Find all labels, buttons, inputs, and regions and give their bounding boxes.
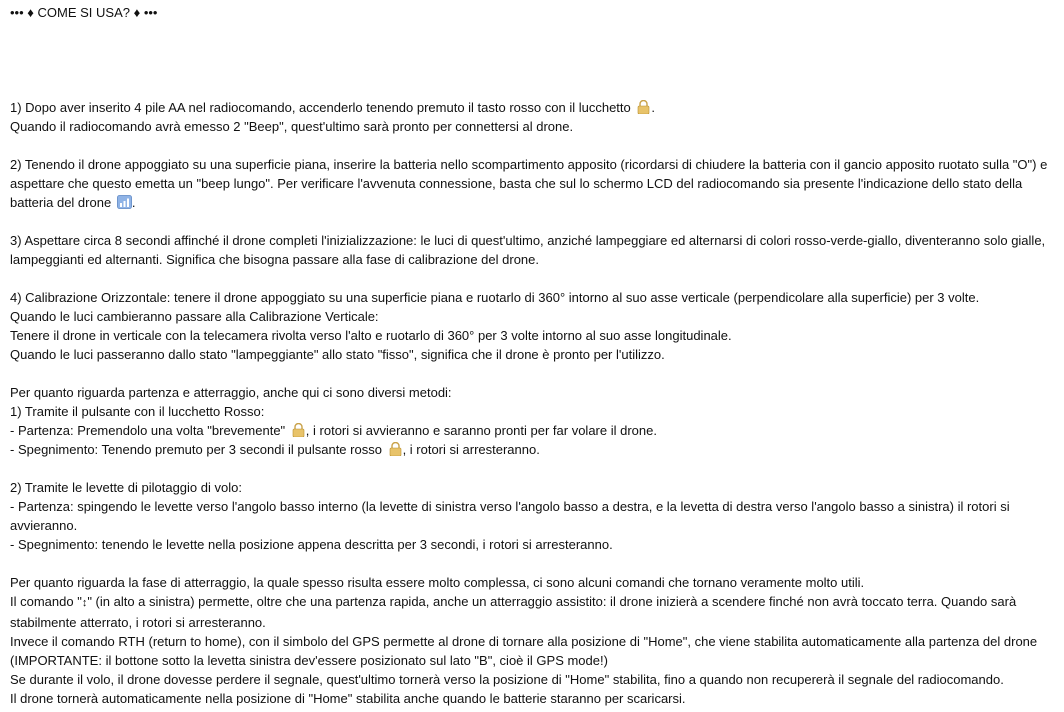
lock-icon <box>291 423 306 437</box>
landing-line-4: Se durante il volo, il drone dovesse perdere il segnale, quest'ultimo tornerà verso la posizione di "Home" stabilita, fino a quando non recupererà il segnale del radiocomando. <box>10 672 1004 687</box>
takeoff-line-3: - Partenza: Premendolo una volta "brevemente" , i rotori si avvieranno e saranno pronti per far volare il drone. <box>10 423 657 438</box>
section-title: ••• ♦ COME SI USA? ♦ ••• <box>10 5 158 20</box>
landing-line-1: Per quanto riguarda la fase di atterraggio, la quale spesso risulta essere molto complessa, ci sono alcuni comandi che tornano veramente molto utili. <box>10 575 865 590</box>
step-1-line-1: 1) Dopo aver inserito 4 pile AA nel radiocomando, accenderlo tenendo premuto il tasto rosso con il lucchetto . <box>10 100 655 115</box>
paragraph-takeoff-landing <box>10 383 1054 459</box>
paragraph-landing <box>10 573 1054 708</box>
landing-line-5: Il drone tornerà automaticamente nella posizione di "Home" stabilita anche quando le batterie staranno per scaricarsi. <box>10 691 686 706</box>
paragraph-sticks <box>10 478 1054 554</box>
sticks-line-3: - Spegnimento: tenendo le levette nella posizione appena descritta per 3 secondi, i rotori si arresteranno. <box>10 537 613 552</box>
takeoff-line-2: 1) Tramite il pulsante con il lucchetto Rosso: <box>10 404 265 419</box>
landing-line-3: Invece il comando RTH (return to home), con il simbolo del GPS permette al drone di tornare alla posizione di "Home", che viene stabilita automaticamente alla partenza del drone (IMPORTANTE: il bottone sotto la levetta sinistra dev'essere posizionato sul lato "B", cioè il GPS mode!) <box>10 634 1038 668</box>
paragraph-step-1 <box>10 98 1054 136</box>
takeoff-line-4: - Spegnimento: Tenendo premuto per 3 secondi il pulsante rosso , i rotori si arresteranno. <box>10 442 540 457</box>
title-spacer <box>10 22 1054 98</box>
takeoff-line-1: Per quanto riguarda partenza e atterraggio, anche qui ci sono diversi metodi: <box>10 385 452 400</box>
landing-line-2: Il comando "↕" (in alto a sinistra) permette, oltre che una partenza rapida, anche un atterraggio assistito: il drone inizierà a scendere finché non avrà toccato terra. Quando sarà stabilmente atterrato, i rotori si arresteranno. <box>10 594 1017 630</box>
step-4-line-1: 4) Calibrazione Orizzontale: tenere il drone appoggiato su una superficie piana e ruotarlo di 360° intorno al suo asse verticale (perpendicolare alla superficie) per 3 volte. <box>10 290 980 305</box>
updown-arrow-icon: ↕ <box>81 597 88 609</box>
step-4-line-4: Quando le luci passeranno dallo stato "lampeggiante" allo stato "fisso", significa che il drone è pronto per l'utilizzo. <box>10 347 665 362</box>
lock-icon <box>636 100 651 114</box>
step-4-line-2: Quando le luci cambieranno passare alla Calibrazione Verticale: <box>10 309 379 324</box>
paragraph-step-4 <box>10 288 1054 364</box>
sticks-line-2: - Partenza: spingendo le levette verso l'angolo basso interno (la levette di sinistra verso l'angolo basso a destra, e la levetta di destra verso l'angolo basso a sinistra) il rotori si avvieranno. <box>10 499 1010 533</box>
lock-icon <box>388 442 403 456</box>
sticks-line-1: 2) Tramite le levette di pilotaggio di volo: <box>10 480 242 495</box>
step-1-line-2: Quando il radiocomando avrà emesso 2 "Beep", quest'ultimo sarà pronto per connettersi al drone. <box>10 119 574 134</box>
step-4-line-3: Tenere il drone in verticale con la telecamera rivolta verso l'alto e ruotarlo di 360° per 3 volte intorno al suo asse longitudinale. <box>10 328 732 343</box>
paragraph-step-2: 2) Tenendo il drone appoggiato su una superficie piana, inserire la batteria nello scompartimento apposito (ricordarsi di chiudere la batteria con il gancio apposito ruotato sulla "O") e aspettare che questo emetta un "beep lungo". Per verificare l'avvenuta connessione, basta che sul lo schermo LCD del radiocomando sia presente l'indicazione dello stato della batteria del drone . <box>10 157 1048 210</box>
paragraph-step-3: 3) Aspettare circa 8 secondi affinché il drone completi l'inizializzazione: le luci di quest'ultimo, anziché lampeggiare ed alternarsi di colori rosso-verde-giallo, diventeranno solo gialle, lampeggianti ed alternanti. Significa che bisogna passare alla fase di calibrazione del drone. <box>10 233 1046 267</box>
battery-signal-icon <box>117 195 132 209</box>
